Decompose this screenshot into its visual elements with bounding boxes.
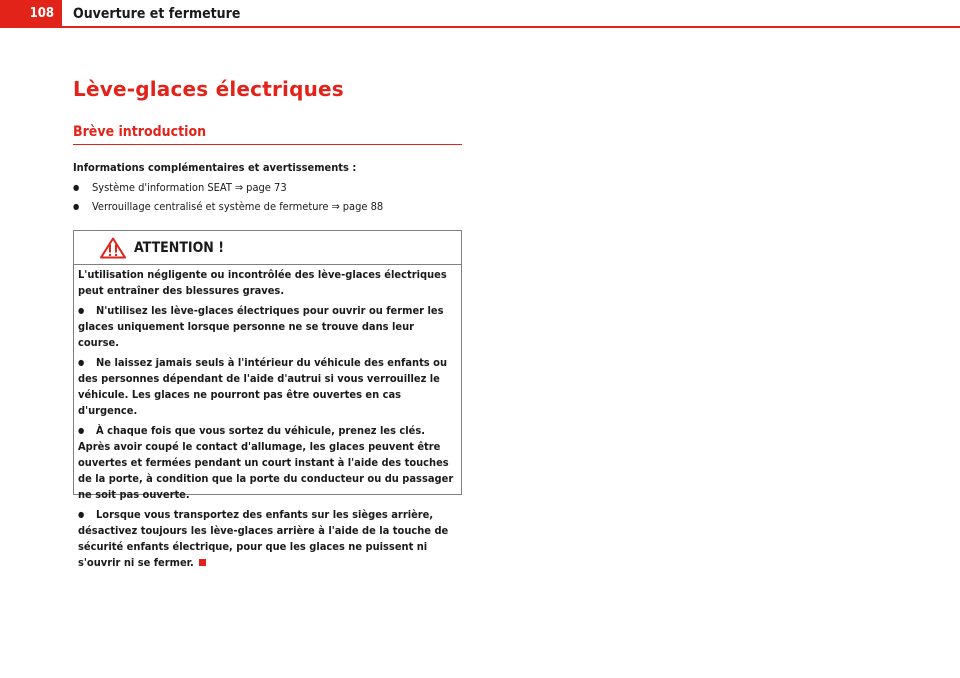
reference-item xyxy=(73,200,383,213)
warning-header xyxy=(74,231,461,265)
info-label: Informations complémentaires et avertissements : xyxy=(73,161,357,174)
bullet-icon xyxy=(78,355,96,371)
bullet-icon xyxy=(78,303,96,319)
warning-title: ATTENTION ! xyxy=(134,239,224,256)
section-subtitle: Brève introduction xyxy=(73,124,207,140)
warning-item xyxy=(78,303,456,351)
reference-page-link[interactable]: page 73 xyxy=(246,181,287,194)
reference-page-link[interactable]: page 88 xyxy=(342,200,384,213)
reference-item xyxy=(73,181,287,194)
warning-item xyxy=(78,355,456,419)
reference-text: Verrouillage centralisé et système de fermeture xyxy=(92,200,329,213)
warning-triangle-icon xyxy=(100,237,126,259)
bullet-icon xyxy=(73,181,92,194)
reference-text: Système d'information SEAT xyxy=(92,181,232,194)
bullet-icon xyxy=(78,423,96,439)
warning-item-text: À chaque fois que vous sortez du véhicule, prenez les clés. Après avoir coupé le contact d'allumage, les glaces peuvent être ouvertes et fermées pendant un court instant à l'aide des touches de la porte, à condition que la porte du conducteur ou du passager ne soit pas ouverte. xyxy=(78,424,454,501)
arrow-icon: ⇒ xyxy=(234,181,244,194)
page-title: Lève-glaces électriques xyxy=(73,77,344,101)
bullet-icon xyxy=(73,200,92,213)
end-of-section-icon xyxy=(199,559,206,566)
chapter-title: Ouverture et fermeture xyxy=(73,6,241,22)
header-divider xyxy=(0,26,960,28)
warning-item-text: Ne laissez jamais seuls à l'intérieur du véhicule des enfants ou des personnes dépendant de l'aide d'autrui si vous verrouillez le véhicule. Les glaces ne pourront pas être ouvertes en cas d'urgence. xyxy=(78,356,447,417)
warning-item xyxy=(78,423,456,503)
warning-item-text: Lorsque vous transportez des enfants sur les sièges arrière, désactivez toujours les lève-glaces arrière à l'aide de la touche de sécurité enfants électrique, pour que les glaces ne puissent ni s'ouvrir ni se fermer. xyxy=(78,508,449,569)
warning-item-text: N'utilisez les lève-glaces électriques pour ouvrir ou fermer les glaces uniquement lorsque personne ne se trouve dans leur course. xyxy=(78,304,444,349)
arrow-icon: ⇒ xyxy=(331,200,340,213)
warning-intro: L'utilisation négligente ou incontrôlée des lève-glaces électriques peut entraîner des blessures graves. xyxy=(78,268,447,297)
bullet-icon xyxy=(78,507,96,523)
warning-box xyxy=(73,230,462,569)
warning-body xyxy=(74,265,461,571)
subtitle-divider xyxy=(73,144,462,145)
warning-item xyxy=(78,507,456,571)
page-number: 108 xyxy=(0,0,62,26)
